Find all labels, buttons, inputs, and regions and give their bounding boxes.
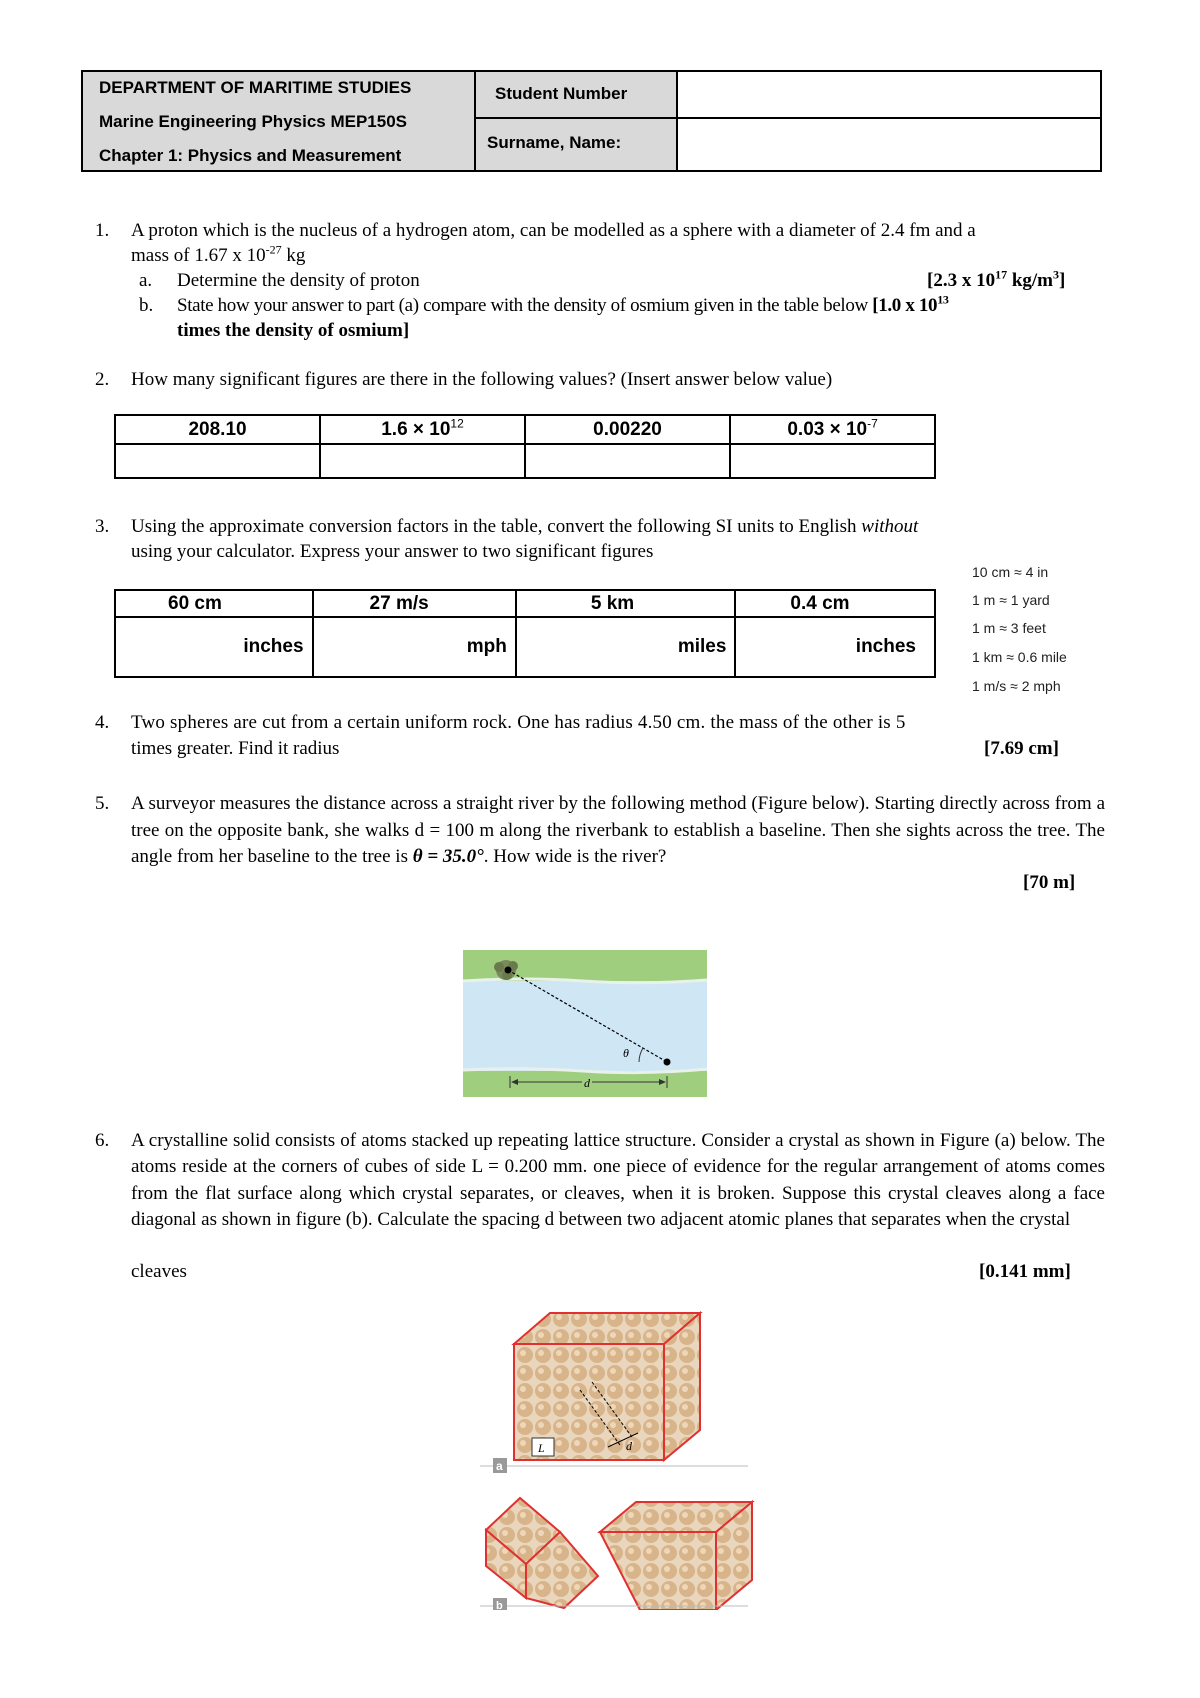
q6-answer: [0.141 mm]	[979, 1261, 1071, 1282]
conversion-factor: 1 km ≈ 0.6 mile	[972, 649, 1067, 665]
crystal-fragment-right	[600, 1502, 752, 1610]
q1a-answer: [2.3 x $10^{17}$ $kg/m^3$]	[927, 267, 1066, 291]
q1a-label: a.	[139, 270, 153, 291]
spacing-d-label: d	[626, 1439, 632, 1453]
question-number: 3.	[95, 516, 110, 537]
question-number: 1.	[95, 220, 110, 241]
q1-text-line2: mass of 1.67 x $10^{-27}$ kg	[131, 242, 306, 266]
q1b-answer-line2: times the density of osmium]	[177, 320, 410, 341]
surveyor-point	[664, 1059, 671, 1066]
student-number-label: Student Number	[495, 84, 628, 103]
sig-fig-table	[114, 414, 936, 479]
q4-answer: [7.69 cm]	[984, 738, 1059, 759]
q6-text-last: cleaves	[131, 1261, 187, 1282]
student-number-field[interactable]	[680, 74, 1098, 115]
q1b-label: b.	[139, 295, 154, 316]
answer-cell[interactable]	[525, 444, 730, 478]
question-number: 4.	[95, 712, 110, 733]
q1b-text: State how your answer to part (a) compare with the density of osmium given in the table below [1.0 x $10^{13}$	[177, 292, 949, 316]
si-value-cell: 0.4 cm	[735, 590, 935, 617]
value-cell: $0.03 \times 10^{-7}$	[730, 415, 935, 444]
conversion-factor: 10 cm ≈ 4 in	[972, 564, 1049, 580]
header-table	[81, 70, 1102, 172]
question-number: 6.	[95, 1130, 110, 1151]
si-value-cell: 5 km	[516, 590, 736, 617]
conversion-factor: 1 m/s ≈ 2 mph	[972, 678, 1061, 694]
figure-a-label: a	[496, 1459, 503, 1473]
q3-text-line2: using your calculator. Express your answer to two significant figures	[131, 541, 654, 562]
course-title: Marine Engineering Physics MEP150S	[99, 112, 408, 131]
answer-cell[interactable]	[320, 444, 525, 478]
side-l-label: L	[538, 1441, 545, 1455]
figure-b-label: b	[496, 1600, 503, 1610]
q5-text: A surveyor measures the distance across a straight river by the following method (Figure below). Starting directly across from a tree on the opposite bank, she walks d = 100 m along the riverbank to establish a baseline. Then she sights across the tree. The angle from her baseline to the tree is θ = 35.0°. How wide is the river?	[131, 793, 1105, 867]
chapter-title: Chapter 1: Physics and Measurement	[99, 146, 402, 165]
si-value-cell: 60 cm	[115, 590, 313, 617]
answer-cell[interactable]	[730, 444, 935, 478]
value-cell: $1.6 \times 10^{12}$	[320, 415, 525, 444]
conversion-factor: 1 m ≈ 3 feet	[972, 620, 1046, 636]
surname-label: Surname, Name:	[487, 133, 622, 152]
unit-cell[interactable]: inches	[735, 617, 935, 677]
q1-text-line1: A proton which is the nucleus of a hydrogen atom, can be modelled as a sphere with a diameter of 2.4 fm and a	[131, 220, 976, 241]
unit-cell[interactable]: mph	[313, 617, 516, 677]
si-value-cell: 27 m/s	[313, 590, 516, 617]
answer-cell[interactable]	[115, 444, 320, 478]
value-cell: 0.00220	[525, 415, 730, 444]
unit-cell[interactable]: inches	[115, 617, 313, 677]
question-number: 2.	[95, 369, 110, 390]
conversion-table	[114, 589, 936, 678]
surname-field[interactable]	[680, 121, 1098, 168]
crystal-figure	[480, 1310, 760, 1610]
d-label: d	[584, 1076, 590, 1090]
q5-answer: [70 m]	[1023, 872, 1076, 893]
river-figure	[463, 950, 707, 1097]
conversion-factor: 1 m ≈ 1 yard	[972, 592, 1050, 608]
q6-text: A crystalline solid consists of atoms stacked up repeating lattice structure. Consider a crystal as shown in Figure (a) below. The atoms reside at the corners of cubes of side L = 0.200 mm. one piece of evidence for the regular arrangement of atoms comes from the flat surface along which crystal separates, or cleaves, when it is broken. Suppose this crystal cleaves along a face diagonal as shown in figure (b). Calculate the spacing d between two adjacent atomic planes that separates when the crystal	[131, 1130, 1105, 1230]
crystal-fragment-left	[486, 1498, 598, 1608]
unit-cell[interactable]: miles	[516, 617, 736, 677]
q1a-text: Determine the density of proton	[177, 270, 420, 291]
river-water	[463, 981, 707, 1071]
q3-text-line1: Using the approximate conversion factors in the table, convert the following SI units to English without	[131, 516, 919, 537]
question-number: 5.	[95, 793, 110, 814]
q4-text-line2: times greater. Find it radius	[131, 738, 340, 759]
q4-text-line1: Two spheres are cut from a certain uniform rock. One has radius 4.50 cm. the mass of the other is 5	[131, 712, 906, 733]
theta-label: θ	[623, 1046, 629, 1060]
row-divider	[476, 117, 1100, 119]
value-cell: 208.10	[115, 415, 320, 444]
q2-text: How many significant figures are there in the following values? (Insert answer below value)	[131, 369, 833, 390]
department-title: DEPARTMENT OF MARITIME STUDIES	[99, 78, 412, 97]
